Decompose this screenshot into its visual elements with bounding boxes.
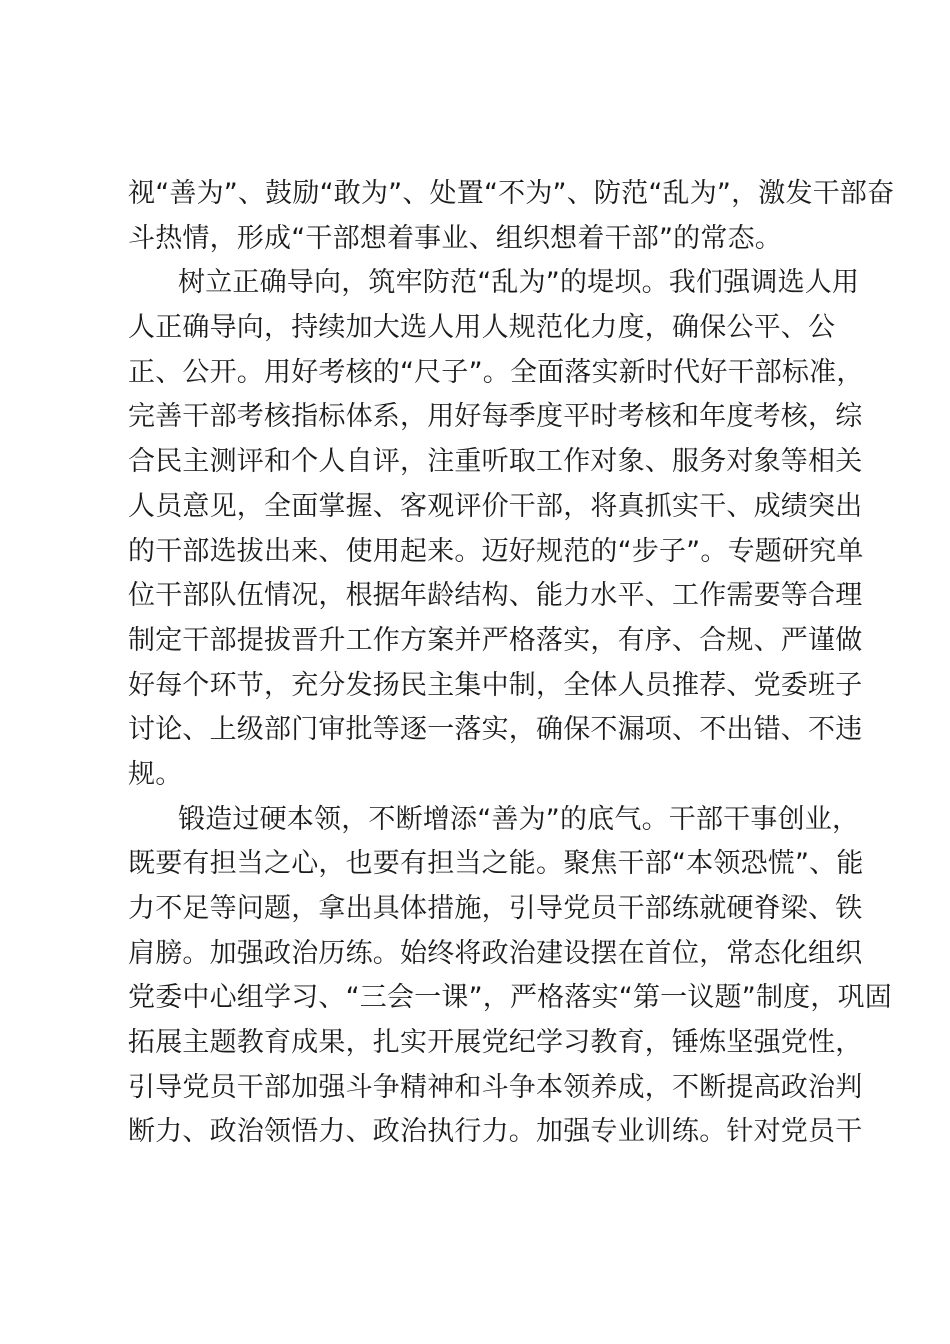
text-line: 既要有担当之心，也要有担当之能。聚焦干部“本领恐慌”、能 [128,848,864,880]
text-line: 肩膀。加强政治历练。始终将政治建设摆在首位，常态化组织 [128,937,863,969]
document-body [128,172,895,1155]
text-line: 人正确导向，持续加大选人用人规范化力度，确保公平、公 [128,312,836,344]
text-line: 断力、政治领悟力、政治执行力。加强专业训练。针对党员干 [128,1116,863,1148]
text-line: 视“善为”、鼓励“敢为”、处置“不为”、防范“乱为”，激发干部奋 [128,178,895,209]
text-line: 拓展主题教育成果，扎实开展党纪学习教育，锤炼坚强党性， [128,1027,863,1059]
paragraph-first-line: 锻造过硬本领，不断增添“善为”的底气。干部干事创业， [178,803,860,835]
text-line: 制定干部提拔晋升工作方案并严格落实，有序、合规、严谨做 [128,624,863,656]
text-line: 位干部队伍情况，根据年龄结构、能力水平、工作需要等合理 [128,580,863,612]
text-line: 党委中心组学习、“三会一课”，严格落实“第一议题”制度，巩固 [128,982,892,1014]
text-line: 的干部选拔出来、使用起来。迈好规范的“步子”。专题研究单 [128,535,864,567]
text-line: 斗热情，形成“干部想着事业、组织想着干部”的常态。 [128,222,782,254]
text-line: 正、公开。用好考核的“尺子”。全面落实新时代好干部标准， [128,356,864,388]
paragraph-first-line: 树立正确导向，筑牢防范“乱为”的堤坝。我们强调选人用 [178,267,860,299]
text-line: 力不足等问题，拿出具体措施，引导党员干部练就硬脊梁、铁 [128,893,863,924]
text-line: 讨论、上级部门审批等逐一落实，确保不漏项、不出错、不违 [128,714,863,746]
text-line: 规。 [128,758,183,790]
text-line: 合民主测评和个人自评，注重听取工作对象、服务对象等相关 [128,446,863,478]
text-line: 人员意见，全面掌握、客观评价干部，将真抓实干、成绩突出 [128,490,863,522]
text-line: 好每个环节，充分发扬民主集中制，全体人员推荐、党委班子 [128,669,863,701]
text-line: 引导党员干部加强斗争精神和斗争本领养成，不断提高政治判 [128,1071,863,1103]
text-line: 完善干部考核指标体系，用好每季度平时考核和年度考核，综 [128,401,863,433]
